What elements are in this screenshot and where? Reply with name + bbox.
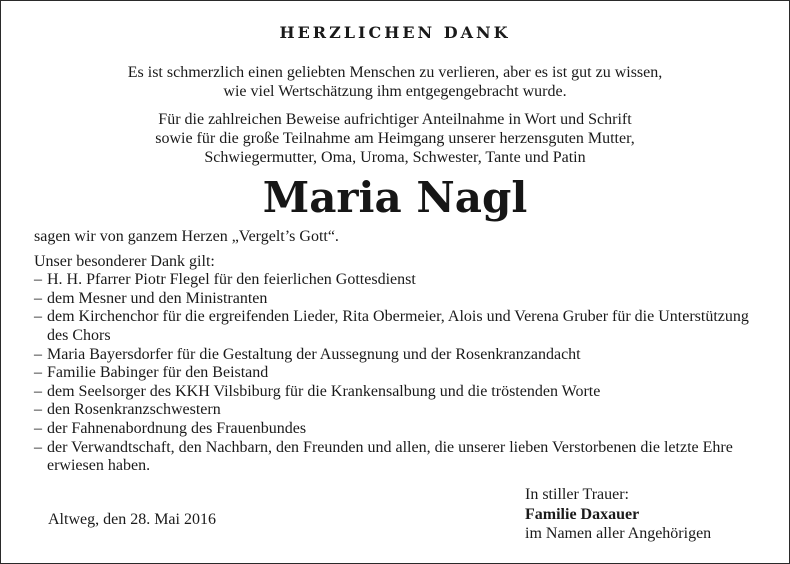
thanks-list-item: – dem Mesner und den Ministranten [34,290,759,309]
deceased-name: Maria Nagl [262,173,528,222]
intro-line: Für die zahlreichen Beweise aufrichtiger Anteilnahme in Wort und Schrift [158,111,632,128]
thanks-list-item: – den Rosenkranzschwestern [34,401,759,420]
thanks-list-item: – Maria Bayersdorfer für die Gestaltung der Aussegnung und der Rosenkranzandacht [34,346,759,365]
notice-heading: HERZLICHEN DANK [279,23,511,42]
mourning-label: In stiller Trauer: [525,486,629,503]
family-name: Familie Daxauer [525,505,640,523]
intro-text [41,63,749,176]
signature-block [525,485,711,544]
relatives-line: im Namen aller Angehörigen [525,525,712,542]
thanks-list [34,271,759,476]
thanks-list-item: – dem Seelsorger des KKH Vilsbiburg für die Krankensalbung und die tröstenden Worte [34,383,759,402]
notice-body [34,228,759,476]
intro-paragraph-2 [41,110,749,167]
intro-line: Es ist schmerzlich einen geliebten Menschen zu verlieren, aber es ist gut zu wissen, [127,64,663,81]
thanks-list-item: – H. H. Pfarrer Piotr Flegel für den feierlichen Gottesdienst [34,271,759,290]
special-thanks-label: Unser besonderer Dank gilt: [34,252,215,270]
intro-line: Schwiegermutter, Oma, Uroma, Schwester, Tante und Patin [204,149,586,166]
place-date: Altweg, den 28. Mai 2016 [48,511,216,528]
intro-paragraph-1 [41,63,749,101]
intro-line: sowie für die große Teilnahme am Heimgang unserer herzensguten Mutter, [155,130,635,147]
thanks-list-item: – der Fahnenabordnung des Frauenbundes [34,420,759,439]
intro-line: wie viel Wertschätzung ihm entgegengebracht wurde. [223,83,567,100]
thanks-list-item: – der Verwandtschaft, den Nachbarn, den Freunden und allen, die unserer lieben Verstorbenen die letzte Ehre erwiesen haben. [34,439,759,476]
thanks-list-item: – Familie Babinger für den Beistand [34,364,759,383]
thanks-line: sagen wir von ganzem Herzen „Vergelt’s Gott“. [34,228,339,245]
thanks-list-item: – dem Kirchenchor für die ergreifenden Lieder, Rita Obermeier, Alois und Verena Gruber für die Unterstützung des Chors [34,308,759,345]
